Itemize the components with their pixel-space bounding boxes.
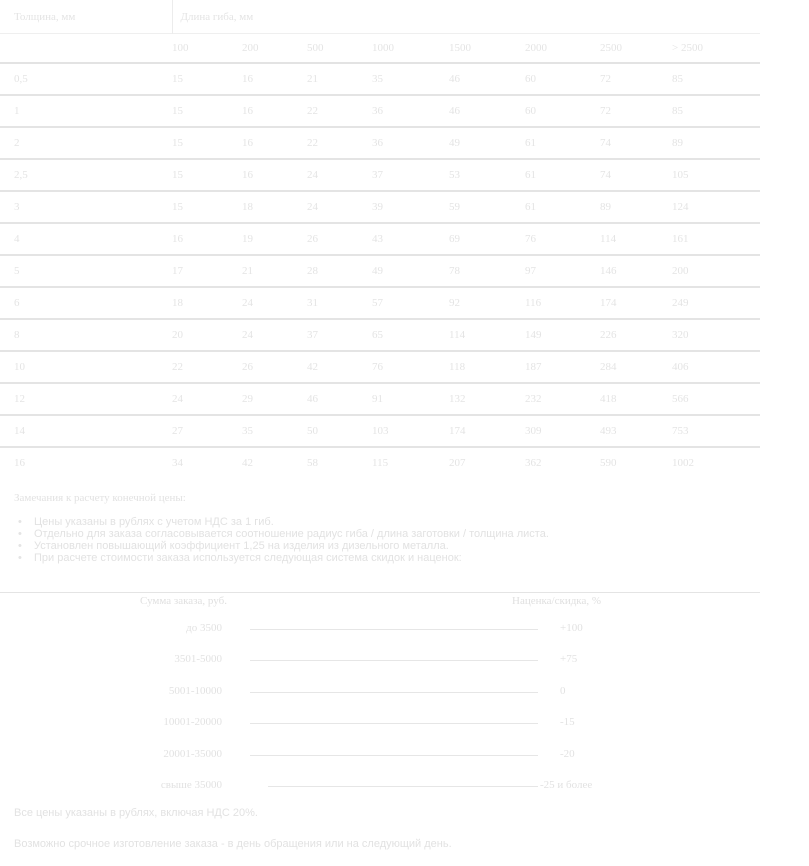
price-cell: 418 — [600, 383, 672, 415]
price-cell: 27 — [172, 415, 242, 447]
price-cell: 34 — [172, 457, 183, 469]
price-cell: 493 — [600, 415, 672, 447]
price-cell: 76 — [525, 223, 600, 255]
price-cell: 187 — [525, 351, 600, 383]
table-row — [0, 255, 760, 287]
price-cell: 24 — [242, 319, 307, 351]
notes-title: Замечания к расчету конечной цены: — [14, 492, 186, 504]
length-value-cell: 200 — [242, 34, 307, 64]
table-row — [0, 63, 760, 95]
price-cell: 16 — [242, 127, 307, 159]
price-cell: 49 — [449, 127, 525, 159]
table-row — [0, 287, 760, 319]
price-cell: 116 — [525, 287, 600, 319]
price-cell: 61 — [525, 127, 600, 159]
price-cell: 105 — [672, 159, 760, 191]
price-cell: 28 — [307, 255, 372, 287]
price-cell: 146 — [600, 255, 672, 287]
price-cell: 85 — [672, 63, 760, 95]
thickness-cell: 16 — [14, 457, 25, 469]
empty-corner-cell — [0, 34, 172, 64]
discount-row — [0, 747, 760, 778]
price-cell: 19 — [242, 223, 307, 255]
price-cell: 24 — [242, 287, 307, 319]
price-cell: 15 — [172, 127, 242, 159]
price-cell: 103 — [372, 415, 449, 447]
discount-section — [0, 592, 760, 809]
price-cell: 115 — [372, 457, 389, 469]
price-cell: 207 — [449, 457, 466, 469]
table-header-row — [0, 0, 760, 34]
price-cell: 16 — [242, 159, 307, 191]
price-cell: 50 — [307, 415, 372, 447]
price-cell: 74 — [600, 159, 672, 191]
price-cell: 15 — [172, 63, 242, 95]
thickness-cell: 1 — [0, 95, 172, 127]
price-cell: 24 — [172, 383, 242, 415]
price-cell: 42 — [307, 351, 372, 383]
length-value-cell: 2500 — [600, 34, 672, 64]
leader-line — [250, 660, 538, 661]
price-cell: 36 — [372, 95, 449, 127]
price-cell: 76 — [372, 351, 449, 383]
price-cell: 89 — [672, 127, 760, 159]
price-cell: 22 — [172, 351, 242, 383]
length-value-cell: 1500 — [449, 34, 525, 64]
price-cell: 284 — [600, 351, 672, 383]
price-cell: 21 — [307, 63, 372, 95]
leader-line — [268, 786, 538, 787]
price-cell: 85 — [672, 95, 760, 127]
price-cell: 24 — [307, 159, 372, 191]
price-cell: 46 — [307, 383, 372, 415]
price-cell: 18 — [242, 191, 307, 223]
price-cell: 20 — [172, 319, 242, 351]
leader-line — [250, 692, 538, 693]
discount-rows — [0, 621, 760, 809]
price-cell: 149 — [525, 319, 600, 351]
price-cell: 24 — [307, 191, 372, 223]
price-cell: 132 — [449, 383, 525, 415]
markup-value: +75 — [560, 653, 578, 666]
price-cell: 61 — [525, 191, 600, 223]
price-cell: 124 — [672, 191, 760, 223]
discount-row — [0, 621, 760, 652]
price-cell: 753 — [672, 415, 760, 447]
table-row — [0, 383, 760, 415]
length-value-cell: 2000 — [525, 34, 600, 64]
discount-row — [0, 684, 760, 715]
table-row — [0, 319, 760, 351]
price-cell: 43 — [372, 223, 449, 255]
urgent-note: Возможно срочное изготовление заказа - в день обращения или на следующий день. — [14, 838, 452, 850]
price-cell: 91 — [372, 383, 449, 415]
price-cell: 49 — [372, 255, 449, 287]
table-row — [0, 95, 760, 127]
price-cell: 59 — [449, 191, 525, 223]
price-cell: 114 — [600, 223, 672, 255]
price-cell: 174 — [449, 415, 525, 447]
table-row — [0, 351, 760, 383]
note-item: • Отдельно для заказа согласовывается соотношение радиус гиба / длина заготовки / толщина листа. — [18, 528, 760, 540]
table-row — [0, 447, 760, 478]
price-cell: 74 — [600, 127, 672, 159]
price-cell: 200 — [672, 255, 760, 287]
price-cell: 26 — [307, 223, 372, 255]
price-cell: 26 — [242, 351, 307, 383]
price-cell: 16 — [242, 63, 307, 95]
price-cell: 37 — [372, 159, 449, 191]
price-cell: 16 — [172, 223, 242, 255]
price-cell: 362 — [525, 457, 542, 469]
thickness-cell: 2,5 — [0, 159, 172, 191]
leader-line — [250, 755, 538, 756]
price-cell: 35 — [242, 415, 307, 447]
price-cell: 17 — [172, 255, 242, 287]
length-header: Длина гиба, мм — [180, 10, 254, 23]
leader-line — [250, 629, 538, 630]
price-cell: 37 — [307, 319, 372, 351]
thickness-cell: 5 — [0, 255, 172, 287]
thickness-cell: 3 — [0, 191, 172, 223]
price-cell: 61 — [525, 159, 600, 191]
thickness-cell: 14 — [0, 415, 172, 447]
order-range: 5001-10000 — [168, 684, 222, 697]
markup-value: -15 — [560, 716, 575, 729]
markup-value: +100 — [560, 622, 583, 634]
price-cell: 114 — [449, 319, 525, 351]
price-cell: 15 — [172, 159, 242, 191]
thickness-header: Толщина, мм — [0, 0, 172, 34]
markup-value: 0 — [560, 684, 566, 697]
price-cell: 174 — [600, 287, 672, 319]
order-range: до 3500 — [186, 622, 222, 634]
discount-row — [0, 715, 760, 746]
thickness-cell: 4 — [0, 223, 172, 255]
price-cell: 1002 — [672, 457, 694, 469]
price-cell: 35 — [372, 63, 449, 95]
price-cell: 72 — [600, 63, 672, 95]
note-item: • Установлен повышающий коэффициент 1,25 на изделия из дизельного металла. — [18, 540, 760, 552]
length-value-cell: 500 — [307, 34, 372, 64]
price-cell: 21 — [242, 255, 307, 287]
table-row — [0, 127, 760, 159]
price-cell: 590 — [600, 457, 617, 469]
price-cell: 42 — [242, 457, 253, 469]
price-cell: 22 — [307, 95, 372, 127]
price-cell: 92 — [449, 287, 525, 319]
thickness-cell: 10 — [0, 351, 172, 383]
price-cell: 406 — [672, 351, 760, 383]
order-sum-header: Сумма заказа, руб. — [140, 595, 227, 607]
price-cell: 60 — [525, 63, 600, 95]
discount-row — [0, 652, 760, 683]
order-range: 3501-5000 — [174, 653, 222, 666]
note-item: • При расчете стоимости заказа используется следующая система скидок и наценок: — [18, 552, 760, 564]
price-cell: 29 — [242, 383, 307, 415]
price-cell: 226 — [600, 319, 672, 351]
price-cell: 89 — [600, 191, 672, 223]
price-cell: 309 — [525, 415, 600, 447]
price-cell: 249 — [672, 287, 760, 319]
price-cell: 69 — [449, 223, 525, 255]
price-cell: 232 — [525, 383, 600, 415]
price-cell: 97 — [525, 255, 600, 287]
price-cell: 58 — [307, 457, 318, 469]
price-cell: 566 — [672, 383, 760, 415]
price-cell: 36 — [372, 127, 449, 159]
order-range: свыше 35000 — [160, 778, 222, 791]
order-range: 20001-35000 — [163, 747, 222, 760]
price-cell: 46 — [449, 63, 525, 95]
length-value-cell: > 2500 — [672, 34, 760, 64]
price-cell: 39 — [372, 191, 449, 223]
price-cell: 53 — [449, 159, 525, 191]
price-cell: 72 — [600, 95, 672, 127]
price-cell: 15 — [172, 191, 242, 223]
thickness-cell: 12 — [0, 383, 172, 415]
vat-note: Все цены указаны в рублях, включая НДС 20%. — [14, 807, 258, 819]
price-cell: 15 — [172, 95, 242, 127]
price-cell: 46 — [449, 95, 525, 127]
discount-header — [0, 593, 760, 621]
price-cell: 78 — [449, 255, 525, 287]
price-cell: 60 — [525, 95, 600, 127]
markup-value: -20 — [560, 747, 575, 760]
price-cell: 320 — [672, 319, 760, 351]
length-value-cell: 100 — [172, 34, 242, 64]
thickness-cell: 0,5 — [0, 63, 172, 95]
table-row — [0, 223, 760, 255]
length-values-row — [0, 34, 760, 64]
discount-row — [0, 778, 760, 809]
price-cell: 31 — [307, 287, 372, 319]
length-value-cell: 1000 — [372, 34, 449, 64]
note-item: • Цены указаны в рублях с учетом НДС за 1 гиб. — [18, 516, 760, 528]
price-cell: 65 — [372, 319, 449, 351]
price-cell: 22 — [307, 127, 372, 159]
leader-line — [250, 723, 538, 724]
price-cell: 16 — [242, 95, 307, 127]
markup-value: -25 и более — [540, 778, 593, 791]
thickness-cell: 8 — [0, 319, 172, 351]
table-row — [0, 415, 760, 447]
notes-list — [0, 516, 760, 564]
table-row — [0, 159, 760, 191]
table-row — [0, 191, 760, 223]
thickness-cell: 2 — [0, 127, 172, 159]
price-cell: 18 — [172, 287, 242, 319]
price-cell: 57 — [372, 287, 449, 319]
thickness-cell: 6 — [0, 287, 172, 319]
price-cell: 118 — [449, 351, 525, 383]
order-range: 10001-20000 — [163, 716, 222, 729]
price-cell: 161 — [672, 223, 760, 255]
markup-discount-header: Наценка/скидка, % — [512, 595, 602, 607]
